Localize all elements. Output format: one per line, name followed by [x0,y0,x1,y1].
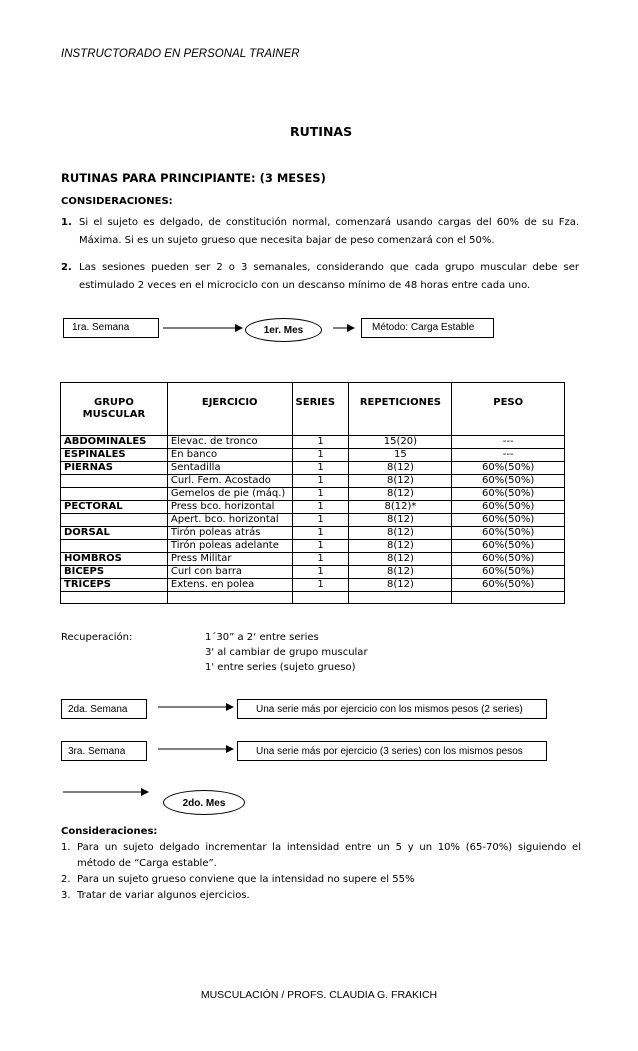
arrow-right-icon [63,787,149,797]
table-header-cell: SERIES [292,383,349,436]
final-item-2-text: Para un sujeto grueso conviene que la intensidad no supere el 55% [77,874,415,885]
exercise-cell: Tirón poleas atrás [167,527,292,540]
table-row [61,527,565,540]
recovery-label: Recuperación: [61,632,133,643]
table-row [61,436,565,449]
final-item-1-number: 1. [61,842,71,853]
reps-cell [349,592,452,604]
group-cell: TRÍCEPS [61,579,168,592]
table-row [61,592,565,604]
page-title-text: RUTINAS [290,124,353,139]
point-1-number: 1. [61,217,72,228]
group-cell: BÍCEPS [61,566,168,579]
weight-cell: 60%(50%) [452,566,565,579]
point-1-text: Si el sujeto es delgado, de constitución normal, comenzará usando cargas del 60% de su Fza. Máxima. Si es un sujeto grueso que necesita bajar de peso comenzará con el 50%. [79,217,579,246]
week3-box: 3ra. Semana [61,741,147,761]
reps-cell: 8(12)* [349,501,452,514]
exercise-cell: Gemelos de pie (máq.) [167,488,292,501]
exercise-cell: Curl con barra [167,566,292,579]
reps-cell: 15 [349,449,452,462]
reps-cell: 8(12) [349,553,452,566]
reps-cell: 8(12) [349,475,452,488]
table-row [61,488,565,501]
table-header-cell: GRUPO MUSCULAR [61,383,168,436]
arrow-right-icon [158,702,234,712]
weight-cell: 60%(50%) [452,579,565,592]
reps-cell: 8(12) [349,488,452,501]
weight-cell: 60%(50%) [452,527,565,540]
group-cell: ESPINALES [61,449,168,462]
weight-cell: 60%(50%) [452,488,565,501]
exercise-cell [167,592,292,604]
exercise-cell: Curl. Fem. Acostado [167,475,292,488]
reps-cell: 8(12) [349,540,452,553]
recovery-line-3: 1' entre series (sujeto grueso) [205,662,356,673]
table-row [61,475,565,488]
table-row [61,514,565,527]
page-footer: MUSCULACIÓN / PROFS. CLAUDIA G. FRAKICH [200,989,438,1001]
week2-box: 2da. Semana [61,699,147,719]
table-header-row [61,383,565,436]
point-2-text: Las sesiones pueden ser 2 o 3 semanales, considerando que cada grupo muscular debe ser estimulado 2 veces en el microciclo con un descanso mínimo de 48 horas entre cada uno. [79,262,579,291]
point-2 [61,259,581,299]
exercise-cell: Apert. bco. horizontal [167,514,292,527]
final-item-2-number: 2. [61,874,71,885]
month1-oval: 1er. Mes [245,318,322,342]
month2-oval: 2do. Mes [163,790,245,815]
final-item-3-text: Tratar de variar algunos ejercicios. [77,890,250,901]
exercise-cell: Press Militar [167,553,292,566]
group-cell: PIERNAS [61,462,168,475]
group-cell [61,488,168,501]
exercise-cell: En banco [167,449,292,462]
considerations-heading: CONSIDERACIONES: [61,196,173,207]
reps-cell: 15(20) [349,436,452,449]
reps-cell: 8(12) [349,527,452,540]
series-cell: 1 [292,475,349,488]
table-row [61,566,565,579]
reps-cell: 8(12) [349,579,452,592]
table-row [61,449,565,462]
group-cell: ABDOMINALES [61,436,168,449]
group-cell [61,592,168,604]
series-cell: 1 [292,501,349,514]
series-cell: 1 [292,436,349,449]
arrow-right-icon [158,744,234,754]
final-item-1-text: Para un sujeto delgado incrementar la intensidad entre un 5 y un 10% (65-70%) siguiendo el método de “Carga estable”. [77,842,581,869]
final-considerations-heading: Consideraciones: [61,826,158,837]
series-cell: 1 [292,514,349,527]
group-cell: PECTORAL [61,501,168,514]
exercise-cell: Tirón poleas adelante [167,540,292,553]
arrow-right-icon [333,323,355,333]
group-cell [61,540,168,553]
table-row [61,501,565,514]
recovery-line-2: 3' al cambiar de grupo muscular [205,647,368,658]
recovery-line-1: 1´30” a 2‘ entre series [205,632,319,643]
weight-cell: --- [452,449,565,462]
series-cell: 1 [292,449,349,462]
weight-cell: 60%(50%) [452,501,565,514]
weight-cell: 60%(50%) [452,540,565,553]
series-cell: 1 [292,540,349,553]
weight-cell [452,592,565,604]
series-cell: 1 [292,462,349,475]
table-row [61,553,565,566]
reps-cell: 8(12) [349,462,452,475]
page-header: INSTRUCTORADO EN PERSONAL TRAINER [61,48,300,60]
week1-box: 1ra. Semana [63,318,159,338]
weight-cell: 60%(50%) [452,514,565,527]
weight-cell: --- [452,436,565,449]
exercise-cell: Extens. en polea [167,579,292,592]
weight-cell: 60%(50%) [452,475,565,488]
group-cell: HOMBROS [61,553,168,566]
week2-description-box: Una serie más por ejercicio con los mismos pesos (2 series) [237,699,547,719]
arrow-right-icon [163,323,243,333]
group-cell [61,475,168,488]
group-cell: DORSAL [61,527,168,540]
table-row [61,462,565,475]
table-header-cell: PESO [452,383,565,436]
reps-cell: 8(12) [349,514,452,527]
point-1 [61,214,581,254]
table-header-cell: REPETICIONES [349,383,452,436]
table-header-cell: EJERCICIO [167,383,292,436]
weight-cell: 60%(50%) [452,462,565,475]
series-cell: 1 [292,579,349,592]
exercise-cell: Elevac. de tronco [167,436,292,449]
series-cell: 1 [292,527,349,540]
group-cell [61,514,168,527]
method-box: Método: Carga Estable [361,318,494,338]
series-cell [292,592,349,604]
routine-table [60,382,565,604]
series-cell: 1 [292,566,349,579]
series-cell: 1 [292,488,349,501]
final-item-3-number: 3. [61,890,71,901]
point-2-number: 2. [61,262,72,273]
exercise-cell: Sentadilla [167,462,292,475]
section-subtitle: RUTINAS PARA PRINCIPIANTE: (3 MESES) [61,171,326,185]
exercise-cell: Press bco. horizontal [167,501,292,514]
table-row [61,579,565,592]
reps-cell: 8(12) [349,566,452,579]
weight-cell: 60%(50%) [452,553,565,566]
table-row [61,540,565,553]
week3-description-box: Una serie más por ejercicio (3 series) con los mismos pesos [237,741,547,761]
series-cell: 1 [292,553,349,566]
